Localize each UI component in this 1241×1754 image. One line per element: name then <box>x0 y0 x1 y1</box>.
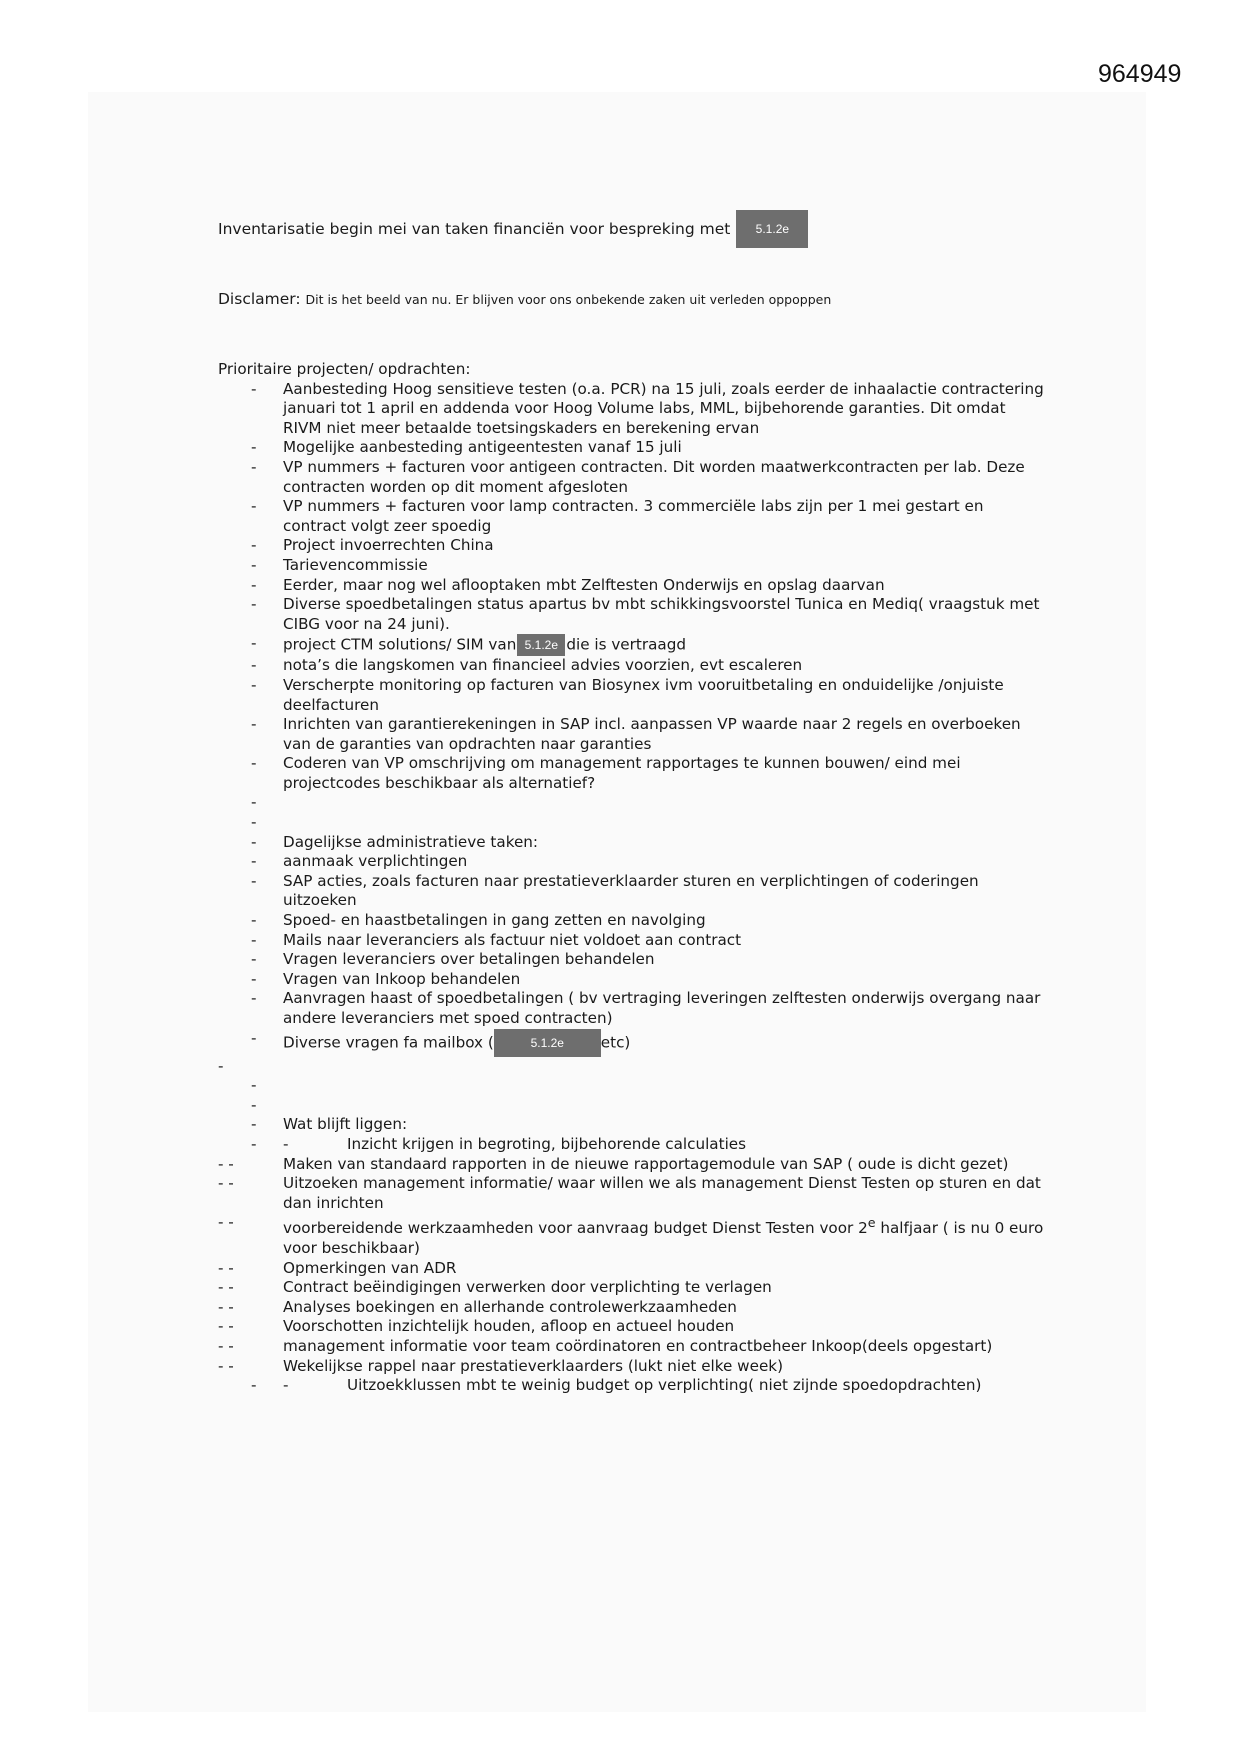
list-item: - Diverse spoedbetalingen status apartus bv mbt schikkingsvoorstel Tunica en Mediq( vraagstuk met CIBG voor na 24 juni). <box>251 595 1040 633</box>
list-item: - - Voorschotten inzichtelijk houden, afloop en actueel houden <box>218 1317 735 1336</box>
empty-list-item <box>218 813 1048 833</box>
bullet-dash: - <box>251 595 257 614</box>
bullet-dash: - <box>251 457 257 476</box>
list-item: - Aanbesteding Hoog sensitieve testen (o.a. PCR) na 15 juli, zoals eerder de inhaalactie contractering januari tot 1 april en addenda voor Hoog Volume labs, MML, bijbehorende garanties. Dit omdat RIVM niet meer betaalde toetsingskaders en berekening ervan <box>251 379 1044 437</box>
redaction-block: 5.1.2e <box>494 1029 601 1057</box>
bullet-dash: - <box>251 555 257 574</box>
empty-list-item <box>218 1096 1048 1116</box>
bullet-dash: - <box>251 911 257 930</box>
redaction-block: 5.1.2e <box>517 634 565 656</box>
list-item: - Project invoerrechten China <box>251 536 494 555</box>
bullet-dash: - <box>251 575 257 594</box>
redaction-block: 5.1.2e <box>736 210 808 248</box>
bullet-dash: - <box>251 715 257 734</box>
title-text: Inventarisatie begin mei van taken financiën voor bespreking met <box>218 220 731 238</box>
list-item: - - Uitzoekklussen mbt te weinig budget op verplichting( niet zijnde spoedopdrachten) <box>251 1376 982 1395</box>
list-item: - VP nummers + facturen voor lamp contracten. 3 commerciële labs zijn per 1 mei gestart en contract volgt zeer spoedig <box>251 497 984 535</box>
list-item: - - Opmerkingen van ADR <box>218 1258 457 1277</box>
list-item: - - Maken van standaard rapporten in de nieuwe rapportagemodule van SAP ( oude is dicht gezet) <box>218 1154 1009 1173</box>
disclaimer <box>218 290 831 308</box>
list-item: - Vragen van Inkoop behandelen <box>251 969 521 988</box>
bullet-dash: - <box>251 1076 257 1095</box>
bullet-double-dash: - - <box>218 1317 234 1336</box>
bullet-dash: - <box>251 1376 257 1395</box>
list-item: - - voorbereidende werkzaamheden voor aanvraag budget Dienst Testen voor 2e halfjaar ( is nu 0 euro voor beschikbaar) <box>218 1213 1044 1257</box>
list-item: - - Inzicht krijgen in begroting, bijbehorende calculaties <box>251 1134 747 1153</box>
list-item: - Spoed- en haastbetalingen in gang zetten en navolging <box>251 911 706 930</box>
bullet-dash: - <box>251 930 257 949</box>
list-item: - aanmaak verplichtingen <box>251 852 468 871</box>
list-item: - Diverse vragen fa mailbox ( 5.1.2e etc) <box>218 1029 1048 1057</box>
list-item: - Verscherpte monitoring op facturen van Biosynex ivm vooruitbetaling en onduidelijke /onjuiste deelfacturen <box>251 675 1004 714</box>
bullet-dash: - <box>283 1134 289 1153</box>
list-item: - - Contract beëindigingen verwerken door verplichting te verlagen <box>218 1278 772 1297</box>
disclaimer-label: Disclamer: <box>218 290 301 308</box>
list-item: - Vragen leveranciers over betalingen behandelen <box>251 950 655 969</box>
remaining-heading: - Wat blijft liggen: <box>251 1115 408 1134</box>
disclaimer-body: Dit is het beeld van nu. Er blijven voor ons onbekende zaken uit verleden oppoppen <box>305 292 832 307</box>
bullet-dash: - <box>251 950 257 969</box>
bullet-dash: - <box>251 497 257 516</box>
list-item: - Inrichten van garantierekeningen in SAP incl. aanpassen VP waarde naar 2 regels en overboeken van de garanties van opdrachten naar garanties <box>251 715 1021 753</box>
bullet-dash: - <box>251 379 257 398</box>
bullet-double-dash: - - <box>218 1297 234 1316</box>
bullet-double-dash: - - <box>218 1278 234 1297</box>
list-item: - Coderen van VP omschrijving om management rapportages te kunnen bouwen/ eind mei projectcodes beschikbaar als alternatief? <box>251 754 961 792</box>
empty-list-item <box>218 1057 1048 1077</box>
daily-heading: - Dagelijkse administratieve taken: <box>251 832 539 851</box>
list-item: - Eerder, maar nog wel aflooptaken mbt Zelftesten Onderwijs en opslag daarvan <box>251 575 885 594</box>
bullet-dash: - <box>251 989 257 1008</box>
list-item: - nota’s die langskomen van financieel advies voorzien, evt escaleren <box>251 656 803 675</box>
bullet-dash: - <box>251 536 257 555</box>
bullet-dash: - <box>251 1134 257 1153</box>
bullet-dash: - <box>251 969 257 988</box>
priority-heading: Prioritaire projecten/ opdrachten: <box>218 360 471 378</box>
empty-list-item <box>218 793 1048 813</box>
bullet-dash: - <box>251 675 257 694</box>
list-item: - - Wekelijkse rappel naar prestatieverklaarders (lukt niet elke week) <box>218 1356 784 1375</box>
list-item: - Mails naar leveranciers als factuur niet voldoet aan contract <box>251 930 742 949</box>
list-item: - VP nummers + facturen voor antigeen contracten. Dit worden maatwerkcontracten per lab. Deze contracten worden op dit moment afgesloten <box>251 457 1025 496</box>
list-item: - - Uitzoeken management informatie/ waar willen we als management Dienst Testen op sturen en dat dan inrichten <box>218 1174 1041 1212</box>
bullet-double-dash: - - <box>218 1336 234 1355</box>
empty-list-item <box>218 1076 1048 1096</box>
list-item: - SAP acties, zoals facturen naar prestatieverklaarder sturen en verplichtingen of coderingen uitzoeken <box>251 871 979 910</box>
bullet-dash: - <box>251 813 257 832</box>
bullet-double-dash: - - <box>218 1154 234 1173</box>
list-item: - Mogelijke aanbesteding antigeentesten vanaf 15 juli <box>251 438 682 457</box>
bullet-double-dash: - - <box>218 1258 234 1277</box>
bullet-dash: - <box>251 1115 257 1134</box>
bullet-dash: - <box>251 634 257 653</box>
list-item: - - management informatie voor team coördinatoren en contractbeheer Inkoop(deels opgestart) <box>218 1336 993 1355</box>
document-number: 964949 <box>1098 60 1182 88</box>
bullet-dash: - <box>251 438 257 457</box>
list-item: - Tarievencommissie <box>251 555 428 574</box>
bullet-dash: - <box>283 1376 289 1395</box>
bullet-double-dash: - - <box>218 1213 234 1232</box>
task-list <box>218 360 1048 1396</box>
list-item: - Aanvragen haast of spoedbetalingen ( bv vertraging leveringen zelftesten onderwijs overgang naar andere leveranciers met spoed contracten) <box>251 989 1041 1027</box>
list-item: - - Analyses boekingen en allerhande controlewerkzaamheden <box>218 1297 737 1316</box>
bullet-dash: - <box>251 656 257 675</box>
bullet-dash: - <box>251 793 257 812</box>
bullet-double-dash: - - <box>218 1356 234 1375</box>
bullet-double-dash: - - <box>218 1174 234 1193</box>
bullet-dash: - <box>218 1056 224 1075</box>
list-item: - project CTM solutions/ SIM van 5.1.2e die is vertraagd <box>218 634 1048 656</box>
bullet-dash: - <box>251 871 257 890</box>
bullet-dash: - <box>251 754 257 773</box>
bullet-dash: - <box>251 1095 257 1114</box>
bullet-dash: - <box>251 832 257 851</box>
document-title <box>218 210 808 248</box>
bullet-dash: - <box>251 852 257 871</box>
bullet-dash: - <box>251 1028 257 1047</box>
